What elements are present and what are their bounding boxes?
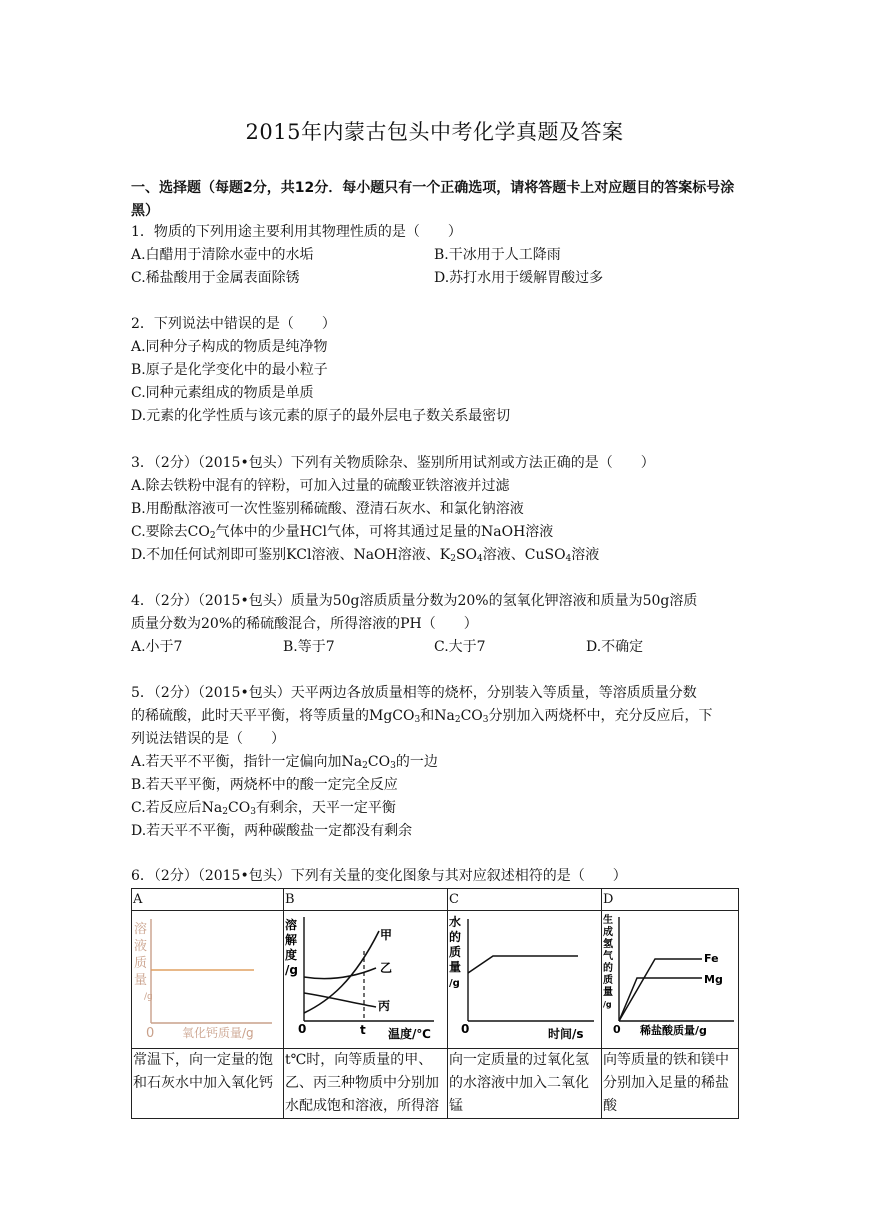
question-1-option-d: D.苏打水用于缓解胃酸过多 [434,270,604,286]
question-5-option-c: C.若反应后$Na_2CO_3$有剩余，天平一定平衡 [131,800,396,817]
graph-d-series-mg: Mg [704,973,723,986]
question-6-table [131,888,739,1119]
graph-b-series-yi: 乙 [380,961,393,975]
graph-d-ylabel-1: 生 [603,915,613,926]
question-3-option-d: D.不加任何试剂即可鉴别KCl溶液、NaOH溶液、$K_2SO_4$溶液、CuSO$_4$溶液 [131,547,600,564]
question-5-stem-line3: 列说法错误的是（ ） [131,731,285,747]
question-4-option-c: C.大于7 [434,639,486,655]
page-title: 2015年内蒙古包头中考化学真题及答案 [245,120,624,144]
graph-b-series-bing: 丙 [378,999,391,1013]
question-2-option-b: B.原子是化学变化中的最小粒子 [131,362,328,378]
desc-a: 常温下，向一定量的饱和石灰水中加入氧化钙 [132,1049,284,1119]
graph-d-ylabel-2: 成 [603,927,613,938]
graph-c-ylabel-4: 量 [449,960,462,974]
header-c: C [448,889,602,911]
graph-d-origin: 0 [613,1023,621,1036]
question-6-stem: 6．（2分）（2015•包头）下列有关量的变化图象与其对应叙述相符的是（ ） [131,868,627,884]
question-2-option-a: A.同种分子构成的物质是纯净物 [131,339,328,355]
graph-a-ylabel-2: 液 [134,939,148,954]
header-d: D [602,889,739,911]
graph-a-ylabel-3: 质 [134,956,148,971]
graph-d-ylabel-3: 氢 [603,939,613,950]
graph-b-cell [284,911,448,1049]
graph-d-ylabel-5: 的 [603,963,613,974]
question-1-stem: 1．物质的下列用途主要利用其物理性质的是（ ） [131,224,462,240]
graph-b [284,911,448,1044]
question-3-stem: 3．（2分）（2015•包头）下列有关物质除杂、鉴别所用试剂或方法正确的是（ ） [131,455,655,471]
graph-d-ylabel-8: /g [603,1000,612,1009]
graph-a-cell [132,911,284,1049]
graph-b-ylabel-4: /g [285,963,298,977]
question-3-option-b: B.用酚酞溶液可一次性鉴别稀硫酸、澄清石灰水、和氯化钠溶液 [131,501,524,517]
question-5-stem-line1: 5．（2分）（2015•包头）天平两边各放质量相等的烧杯，分别装入等质量，等溶质质量分数 [131,685,697,701]
desc-c: 向一定质量的过氧化氢的水溶液中加入二氧化锰 [448,1049,602,1119]
graph-c-origin: 0 [461,1022,470,1036]
question-1-option-b: B.干冰用于人工降雨 [434,247,561,263]
question-4-option-a: A.小于7 [131,639,183,655]
graph-c-xlabel: 时间/s [548,1027,584,1041]
graph-a-yunit: /g [144,992,153,1002]
question-4-option-b: B.等于7 [283,639,335,655]
graph-b-curve-yi [304,968,376,979]
graph-d-cell [602,911,739,1049]
graph-c-ylabel-3: 质 [449,945,462,959]
question-4-stem-line1: 4．（2分）（2015•包头）质量为50g溶质质量分数为20%的氢氧化钾溶液和质量为50g溶质 [131,593,698,609]
graph-b-series-jia: 甲 [380,928,393,942]
graph-a-xlabel: 氧化钙质量/g [182,1026,254,1040]
graph-b-ylabel-3: 度 [285,948,298,962]
question-2-option-d: D.元素的化学性质与该元素的原子的最外层电子数关系最密切 [131,408,511,424]
graph-d-series-fe: Fe [704,952,719,965]
question-3-option-c: C.要除去$CO_2$气体中的少量HCl气体，可将其通过足量的NaOH溶液 [131,524,554,541]
question-1-option-a: A.白醋用于清除水壶中的水垢 [131,247,314,263]
graph-d-xlabel: 稀盐酸质量/g [640,1024,707,1037]
question-4-option-d: D.不确定 [586,639,644,655]
graph-b-xlabel: 温度/℃ [388,1027,431,1041]
question-5-option-b: B.若天平平衡，两烧杯中的酸一定完全反应 [131,777,398,793]
question-3-option-a: A.除去铁粉中混有的锌粉，可加入过量的硫酸亚铁溶液并过滤 [131,478,510,494]
graph-c-cell [448,911,602,1049]
question-4-stem-line2: 质量分数为20%的稀硫酸混合，所得溶液的PH（ ） [131,616,478,632]
header-a: A [132,889,284,911]
graph-c-ylabel-2: 的 [449,930,462,944]
graph-c-curve [468,956,578,973]
question-2-stem: 2．下列说法中错误的是（ ） [131,316,336,332]
graph-b-ylabel-2: 解 [285,933,298,947]
header-b: B [284,889,448,911]
graph-d [602,911,739,1044]
graph-c-ylabel-5: /g [449,978,460,989]
question-1-option-c: C.稀盐酸用于金属表面除锈 [131,270,300,286]
graph-c [448,911,602,1044]
graph-c-ylabel-1: 水 [449,915,462,929]
graph-d-ylabel-4: 气 [603,951,613,962]
graph-b-curve-bing [304,993,376,1007]
graph-d-ylabel-6: 质 [603,975,613,986]
graph-d-ylabel-7: 量 [603,987,613,998]
graph-a-ylabel-1: 溶 [134,922,148,937]
question-5-option-a: A.若天平不平衡，指针一定偏向加$Na_2CO_3$的一边 [131,754,438,771]
question-2-option-c: C.同种元素组成的物质是单质 [131,385,314,401]
question-5-stem-line2: 的稀硫酸，此时天平平衡，将等质量的MgCO$_3$和$Na_2CO_3$分别加入两烧杯中，充分反应后，下 [131,708,713,725]
graph-a-ylabel-4: 量 [134,973,148,988]
graph-b-origin: 0 [298,1022,307,1036]
graph-b-tmark: t [360,1023,366,1037]
question-5-option-d: D.若天平不平衡，两种碳酸盐一定都没有剩余 [131,823,413,839]
desc-b: t℃时，向等质量的甲、乙、丙三种物质中分别加水配成饱和溶液，所得溶 [284,1049,448,1119]
graph-b-ylabel-1: 溶 [285,918,298,932]
section-heading: 一、选择题（每题2分，共12分．每小题只有一个正确选项，请将答题卡上对应题目的答案标号涂黑） [131,180,735,219]
graph-a-origin: 0 [146,1026,155,1041]
graph-a [132,911,284,1044]
desc-d: 向等质量的铁和镁中分别加入足量的稀盐酸 [602,1049,739,1119]
